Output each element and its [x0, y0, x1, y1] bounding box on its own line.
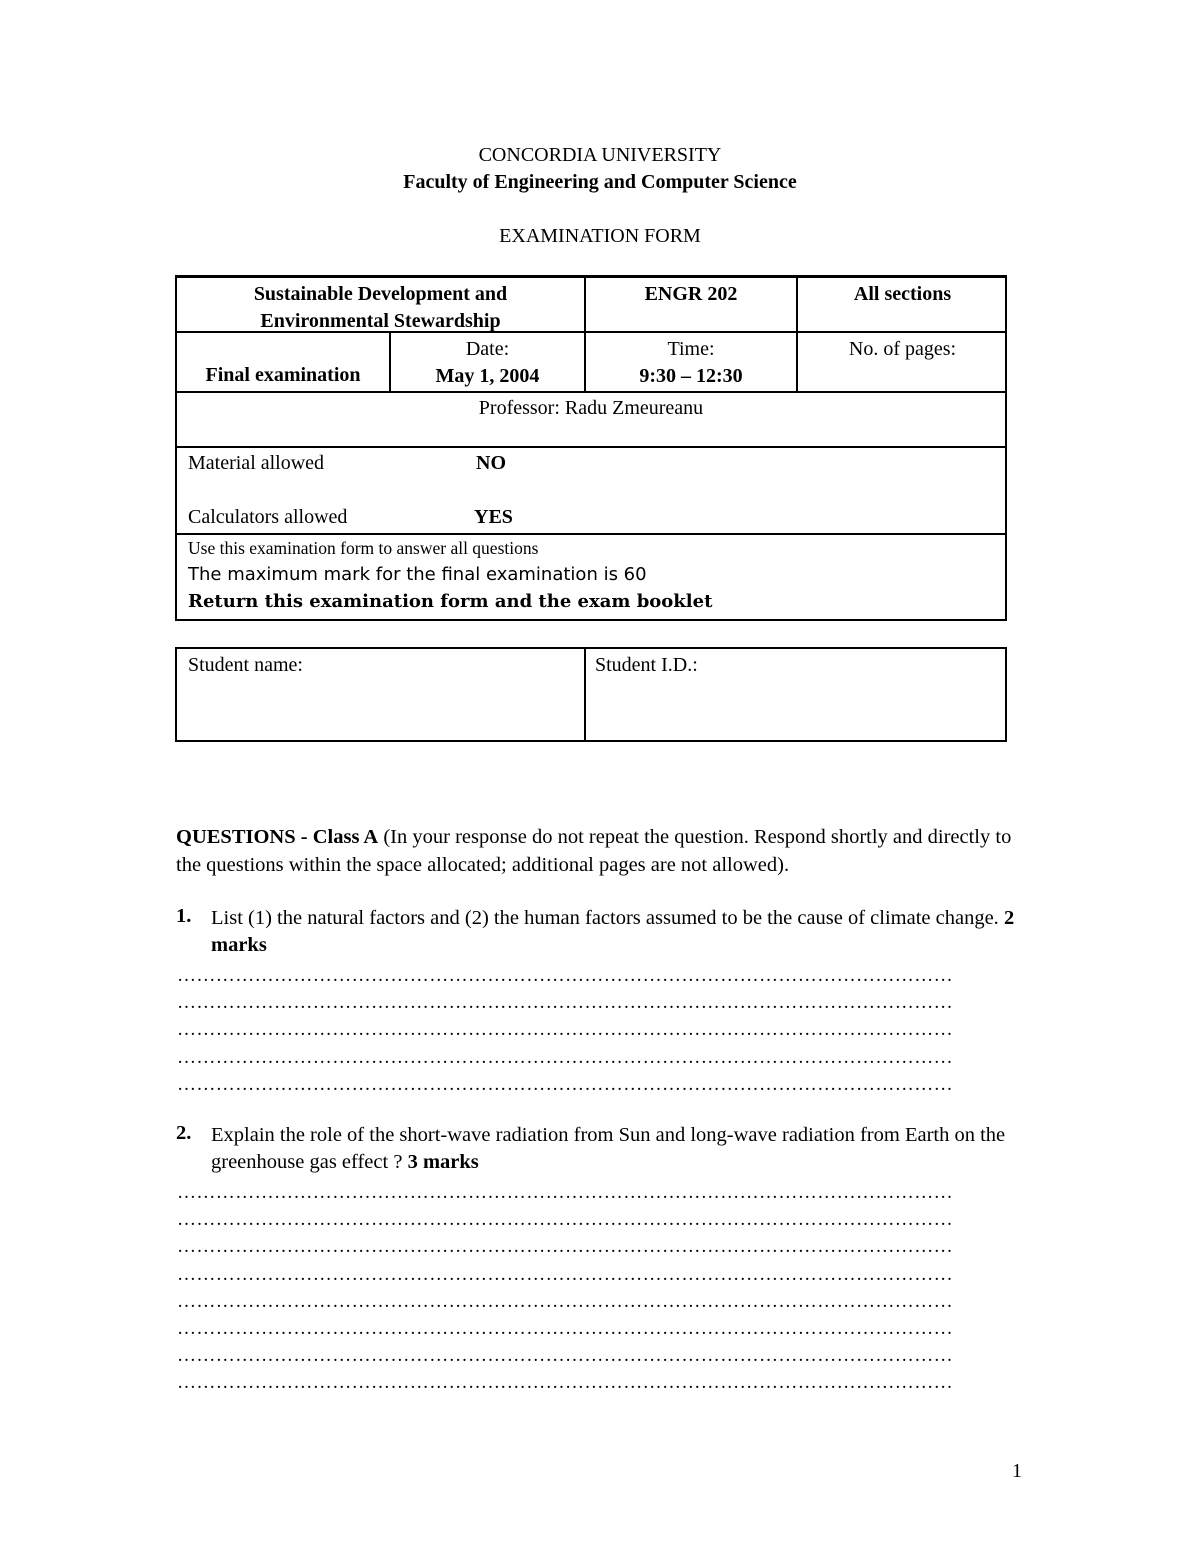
col-divider — [584, 649, 586, 740]
student-name-field[interactable]: Student name: — [188, 654, 303, 676]
time-label: Time: — [667, 338, 715, 360]
instruction-line-2: The maximum mark for the final examination is 60 — [188, 564, 647, 585]
faculty-name: Faculty of Engineering and Computer Science — [403, 171, 797, 193]
material-label: Material allowed — [188, 452, 325, 474]
instruction-line-3: Return this examination form and the exam booklet — [188, 591, 713, 612]
course-code: ENGR 202 — [644, 283, 738, 305]
question-number: 1. — [176, 905, 192, 927]
row-divider — [177, 446, 1005, 448]
questions-intro: QUESTIONS - Class A (In your response do not repeat the question. Respond shortly and directly to the questions within the space allocated; additional pages are not allowed). — [176, 826, 1012, 876]
row-divider — [177, 391, 1005, 393]
page-number: 1 — [1012, 1460, 1022, 1482]
exam-type: Final examination — [205, 364, 361, 386]
calculators-label: Calculators allowed — [188, 506, 348, 528]
university-name: CONCORDIA UNIVERSITY — [478, 144, 722, 166]
professor: Professor: Radu Zmeureanu — [478, 397, 704, 419]
answer-area[interactable]: ………………………………………………………………………………………………………… ………………………………………………………………………………………………………… ………………………………………………………………………………………………………… ………………………………………………………………………………………………………… ………………………………………………………………………………………………………… ………………………………………………………………………………………………………… ………………………………………………………………………………………………………… ………………………………………………………………………………………………………… — [177, 1182, 953, 1394]
exam-date — [391, 336, 584, 390]
date-label: Date: — [465, 338, 510, 360]
student-info-table — [175, 647, 1007, 742]
course-name: Sustainable Development and Environmental Stewardship — [253, 283, 508, 332]
calculators-value: YES — [474, 506, 513, 528]
form-title: EXAMINATION FORM — [499, 225, 701, 247]
material-value: NO — [476, 452, 506, 474]
course-sections: All sections — [853, 283, 952, 305]
question-marks: 2 marks — [211, 907, 1015, 956]
question-number: 2. — [176, 1122, 192, 1144]
date-value: May 1, 2004 — [435, 365, 540, 387]
answer-area[interactable]: ………………………………………………………………………………………………………… ………………………………………………………………………………………………………… ………………………………………………………………………………………………………… ………………………………………………………………………………………………………… ………………………………………………………………………………………………………… — [177, 965, 953, 1095]
question-marks: 3 marks — [407, 1151, 479, 1173]
question-text: Explain the role of the short-wave radiation from Sun and long-wave radiation from Earth on the greenhouse gas effect ? 3 marks — [211, 1124, 1006, 1173]
instruction-line-1: Use this examination form to answer all questions — [188, 538, 539, 558]
exam-time — [586, 336, 796, 390]
row-divider — [177, 533, 1005, 535]
exam-info-table — [175, 275, 1007, 621]
pages-label: No. of pages: — [848, 338, 957, 360]
question-text: List (1) the natural factors and (2) the human factors assumed to be the cause of climate change. 2 marks — [211, 907, 1015, 956]
student-id-field[interactable]: Student I.D.: — [595, 654, 698, 676]
time-value: 9:30 – 12:30 — [639, 365, 743, 387]
